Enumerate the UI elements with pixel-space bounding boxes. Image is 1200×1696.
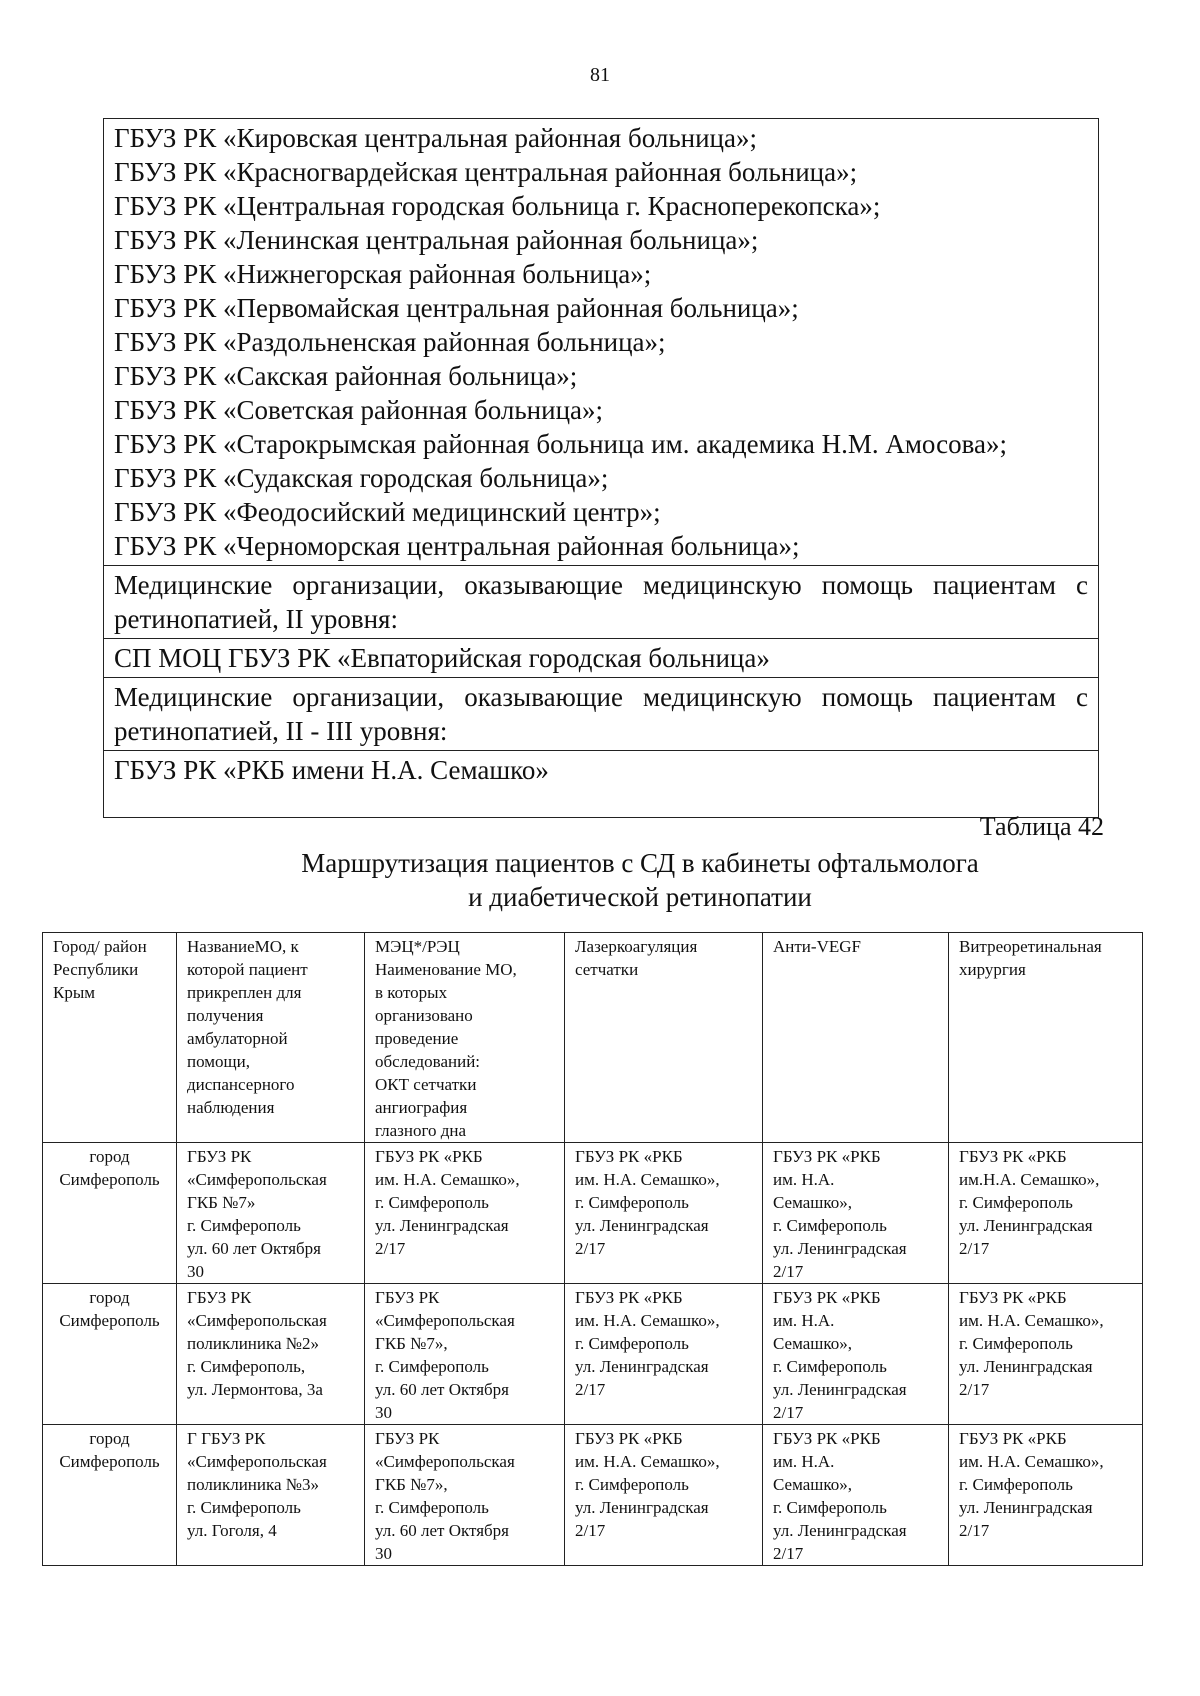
cell-line: г. Симферополь	[575, 1475, 689, 1494]
cell-line: Семашко»,	[773, 1334, 853, 1353]
cell-line: ул. Ленинградская	[575, 1357, 709, 1376]
header-laser-coagulation	[565, 933, 763, 1143]
cell-line: г. Симферополь	[959, 1334, 1073, 1353]
cell-line: им. Н.А. Семашко»,	[375, 1170, 520, 1189]
cell-line: Витреоретинальная	[959, 937, 1102, 956]
routing-table-header-row	[43, 933, 1143, 1143]
cell-line: ГБУЗ РК	[375, 1429, 440, 1448]
mo-list-item: ГБУЗ РК «Центральная городская больница г. Красноперекопска»;	[114, 191, 881, 221]
cell-line: 2/17	[959, 1380, 990, 1399]
cell-line: ГБУЗ РК	[187, 1288, 252, 1307]
cell-line: 2/17	[773, 1544, 804, 1563]
routing-table-body	[43, 1143, 1143, 1566]
header-mec-rec	[365, 933, 565, 1143]
header-region	[43, 933, 177, 1143]
cell-line: им. Н.А. Семашко»,	[959, 1452, 1104, 1471]
cell-line: ул. Ленинградская	[773, 1239, 907, 1258]
level23-heading: Медицинские организации, оказывающие медицинскую помощь пациентам с ретинопатией, II - III уровня:	[104, 678, 1099, 751]
cell-line: хирургия	[959, 960, 1026, 979]
cell-line: ул. Ленинградская	[773, 1521, 907, 1540]
anti-vegf-cell	[763, 1284, 949, 1425]
cell-line: им. Н.А. Семашко»,	[575, 1170, 720, 1189]
cell-line: ул. Ленинградская	[375, 1216, 509, 1235]
region-cell	[43, 1284, 177, 1425]
laser-cell	[565, 1143, 763, 1284]
cell-line: ГБУЗ РК «РКБ	[959, 1429, 1067, 1448]
cell-line: 2/17	[959, 1521, 990, 1540]
table-number: Таблица 42	[979, 812, 1104, 841]
vitreoretinal-cell	[949, 1425, 1143, 1566]
cell-line: г. Симферополь	[375, 1193, 489, 1212]
cell-line: 2/17	[575, 1380, 606, 1399]
cell-line: им. Н.А.	[773, 1452, 835, 1471]
cell-line: Город/ район	[53, 937, 147, 956]
cell-line: г. Симферополь	[187, 1498, 301, 1517]
header-vitreoretinal-surgery	[949, 933, 1143, 1143]
cell-line: ул. Гоголя, 4	[187, 1521, 277, 1540]
table-title-line: и диабетической ретинопатии	[468, 882, 812, 912]
cell-line: 30	[375, 1403, 392, 1422]
cell-line: ул. Ленинградская	[959, 1216, 1093, 1235]
table-row	[43, 1143, 1143, 1284]
cell-line: Республики	[53, 960, 139, 979]
cell-line: Симферополь	[59, 1452, 160, 1471]
mo-list-item: ГБУЗ РК «Сакская районная больница»;	[114, 361, 578, 391]
cell-line: ГБУЗ РК «РКБ	[375, 1147, 483, 1166]
cell-line: прикреплен для	[187, 983, 302, 1002]
mo-list-item: ГБУЗ РК «Черноморская центральная районная больница»;	[114, 531, 800, 561]
cell-line: Наименование МО,	[375, 960, 517, 979]
cell-line: ул. 60 лет Октября	[375, 1521, 509, 1540]
mo-list-item: ГБУЗ РК «Первомайская центральная районная больница»;	[114, 293, 799, 323]
cell-line: город	[89, 1147, 130, 1166]
header-attached-mo	[177, 933, 365, 1143]
cell-line: «Симферопольская	[187, 1452, 327, 1471]
mo-list-item: ГБУЗ РК «Старокрымская районная больница им. академика Н.М. Амосова»;	[114, 429, 1007, 459]
cell-line: г. Симферополь	[959, 1193, 1073, 1212]
cell-line: ГБУЗ РК «РКБ	[773, 1147, 881, 1166]
cell-line: амбулаторной	[187, 1029, 288, 1048]
cell-line: сетчатки	[575, 960, 639, 979]
cell-line: «Симферопольская	[187, 1170, 327, 1189]
cell-line: ОКТ сетчатки	[375, 1075, 477, 1094]
cell-line: наблюдения	[187, 1098, 275, 1117]
cell-line: 30	[187, 1262, 204, 1281]
cell-line: ГБУЗ РК «РКБ	[773, 1288, 881, 1307]
cell-line: ГБУЗ РК	[375, 1288, 440, 1307]
level23-org-row	[104, 751, 1099, 818]
region-cell	[43, 1143, 177, 1284]
level2-org-row	[104, 639, 1099, 678]
cell-line: им.Н.А. Семашко»,	[959, 1170, 1100, 1189]
region-cell	[43, 1425, 177, 1566]
cell-line: ул. Ленинградская	[773, 1380, 907, 1399]
mo-list-item: ГБУЗ РК «Раздольненская районная больница»;	[114, 327, 666, 357]
cell-line: 2/17	[575, 1239, 606, 1258]
cell-line: «Симферопольская	[375, 1452, 515, 1471]
cell-line: им. Н.А. Семашко»,	[575, 1311, 720, 1330]
cell-line: ул. Ленинградская	[959, 1498, 1093, 1517]
table-row	[43, 1425, 1143, 1566]
cell-line: Семашко»,	[773, 1475, 853, 1494]
mo-list-item: ГБУЗ РК «Советская районная больница»;	[114, 395, 604, 425]
mec-rec-cell	[365, 1425, 565, 1566]
level23-heading-row	[104, 678, 1099, 751]
mo-list-item: ГБУЗ РК «Феодосийский медицинский центр»;	[114, 497, 661, 527]
cell-line: 2/17	[773, 1262, 804, 1281]
page-number: 81	[590, 64, 610, 86]
mo-list-item: ГБУЗ РК «Кировская центральная районная больница»;	[114, 123, 757, 153]
cell-line: Лазеркоагуляция	[575, 937, 698, 956]
cell-line: г. Симферополь	[187, 1216, 301, 1235]
header-anti-vegf	[763, 933, 949, 1143]
routing-table	[42, 932, 1143, 1566]
table-row	[43, 1284, 1143, 1425]
cell-line: диспансерного	[187, 1075, 295, 1094]
level23-org: ГБУЗ РК «РКБ имени Н.А. Семашко»	[104, 751, 1099, 818]
cell-line: 2/17	[375, 1239, 406, 1258]
cell-line: город	[89, 1429, 130, 1448]
cell-line: ул. Ленинградская	[575, 1498, 709, 1517]
cell-line: Семашко»,	[773, 1193, 853, 1212]
cell-line: ул. Лермонтова, 3а	[187, 1380, 323, 1399]
mec-rec-cell	[365, 1284, 565, 1425]
vitreoretinal-cell	[949, 1284, 1143, 1425]
cell-line: «Симферопольская	[375, 1311, 515, 1330]
cell-line: им. Н.А.	[773, 1170, 835, 1189]
mo-list-item: ГБУЗ РК «Красногвардейская центральная районная больница»;	[114, 157, 858, 187]
mo-list-row	[104, 119, 1099, 566]
cell-line: ГБУЗ РК «РКБ	[575, 1429, 683, 1448]
cell-line: ГКБ №7»,	[375, 1475, 448, 1494]
cell-line: ГБУЗ РК «РКБ	[575, 1147, 683, 1166]
cell-line: проведение	[375, 1029, 459, 1048]
cell-line: НазваниеМО, к	[187, 937, 299, 956]
cell-line: г. Симферополь	[375, 1357, 489, 1376]
cell-line: обследований:	[375, 1052, 481, 1071]
cell-line: ул. 60 лет Октября	[375, 1380, 509, 1399]
cell-line: помощи,	[187, 1052, 250, 1071]
cell-line: г. Симферополь	[575, 1193, 689, 1212]
cell-line: организовано	[375, 1006, 473, 1025]
table-title-line: Маршрутизация пациентов с СД в кабинеты офтальмолога	[301, 848, 979, 878]
cell-line: г. Симферополь	[575, 1334, 689, 1353]
cell-line: ГБУЗ РК	[187, 1147, 252, 1166]
attached-mo-cell	[177, 1425, 365, 1566]
cell-line: глазного дна	[375, 1121, 467, 1140]
cell-line: им. Н.А. Семашко»,	[575, 1452, 720, 1471]
cell-line: 2/17	[575, 1521, 606, 1540]
anti-vegf-cell	[763, 1143, 949, 1284]
medical-organizations-table	[103, 118, 1099, 818]
cell-line: им. Н.А.	[773, 1311, 835, 1330]
cell-line: ул. 60 лет Октября	[187, 1239, 321, 1258]
cell-line: «Симферопольская	[187, 1311, 327, 1330]
cell-line: ул. Ленинградская	[575, 1216, 709, 1235]
cell-line: г. Симферополь	[773, 1498, 887, 1517]
cell-line: им. Н.А. Семашко»,	[959, 1311, 1104, 1330]
cell-line: город	[89, 1288, 130, 1307]
level2-heading-row	[104, 566, 1099, 639]
cell-line: ГБУЗ РК «РКБ	[575, 1288, 683, 1307]
cell-line: Симферополь	[59, 1311, 160, 1330]
cell-line: ГБУЗ РК «РКБ	[773, 1429, 881, 1448]
table-title	[0, 846, 1200, 914]
cell-line: г. Симферополь	[773, 1216, 887, 1235]
mo-list-item: ГБУЗ РК «Нижнегорская районная больница»;	[114, 259, 652, 289]
cell-line: в которых	[375, 983, 448, 1002]
cell-line: поликлиника №3»	[187, 1475, 320, 1494]
laser-cell	[565, 1425, 763, 1566]
cell-line: ГКБ №7»	[187, 1193, 256, 1212]
cell-line: ул. Ленинградская	[959, 1357, 1093, 1376]
cell-line: Г ГБУЗ РК	[187, 1429, 266, 1448]
mo-list-item: ГБУЗ РК «Ленинская центральная районная больница»;	[114, 225, 759, 255]
attached-mo-cell	[177, 1284, 365, 1425]
mec-rec-cell	[365, 1143, 565, 1284]
vitreoretinal-cell	[949, 1143, 1143, 1284]
mo-list-item: ГБУЗ РК «Судакская городская больница»;	[114, 463, 609, 493]
cell-line: г. Симферополь	[375, 1498, 489, 1517]
cell-line: ГБУЗ РК «РКБ	[959, 1147, 1067, 1166]
cell-line: поликлиника №2»	[187, 1334, 320, 1353]
cell-line: которой пациент	[187, 960, 308, 979]
cell-line: 2/17	[773, 1403, 804, 1422]
cell-line: г. Симферополь,	[187, 1357, 306, 1376]
cell-line: Симферополь	[59, 1170, 160, 1189]
cell-line: г. Симферополь	[773, 1357, 887, 1376]
laser-cell	[565, 1284, 763, 1425]
cell-line: г. Симферополь	[959, 1475, 1073, 1494]
attached-mo-cell	[177, 1143, 365, 1284]
cell-line: Крым	[53, 983, 96, 1002]
cell-line: 30	[375, 1544, 392, 1563]
cell-line: ангиография	[375, 1098, 468, 1117]
level2-heading: Медицинские организации, оказывающие медицинскую помощь пациентам с ретинопатией, II уровня:	[104, 566, 1099, 639]
mo-list-cell	[104, 119, 1099, 566]
cell-line: ГКБ №7»,	[375, 1334, 448, 1353]
anti-vegf-cell	[763, 1425, 949, 1566]
level2-org: СП МОЦ ГБУЗ РК «Евпаторийская городская больница»	[104, 639, 1099, 678]
cell-line: ГБУЗ РК «РКБ	[959, 1288, 1067, 1307]
cell-line: МЭЦ*/РЭЦ	[375, 937, 460, 956]
cell-line: 2/17	[959, 1239, 990, 1258]
cell-line: Анти-VEGF	[773, 937, 861, 956]
cell-line: получения	[187, 1006, 264, 1025]
